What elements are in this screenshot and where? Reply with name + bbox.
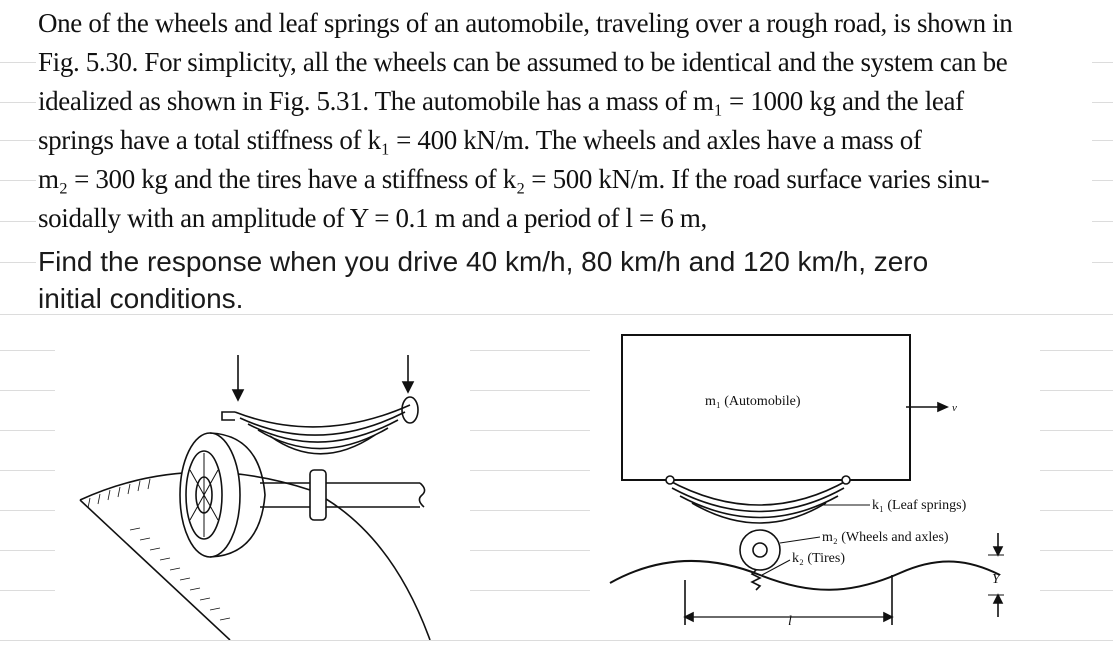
ruled-line xyxy=(0,102,36,103)
leaf-springs-label: k₁ (Leaf springs) xyxy=(872,498,967,513)
problem-line: soidally with an amplitude of Y = 0.1 m and a period of l = 6 m, xyxy=(38,203,707,233)
ruled-line xyxy=(1040,510,1113,511)
ruled-line xyxy=(0,350,55,351)
ruled-line xyxy=(1040,350,1113,351)
problem-line: springs have a total stiffness of k₁ = 400 kN/m. The wheels and axles have a mass of xyxy=(38,125,922,155)
problem-line: One of the wheels and leaf springs of an automobile, traveling over a rough road, is shown in xyxy=(38,8,1013,38)
ruled-line xyxy=(1092,221,1113,222)
ruled-line xyxy=(1040,390,1113,391)
ruled-line xyxy=(0,470,55,471)
ruled-line xyxy=(1092,140,1113,141)
problem-line: idealized as shown in Fig. 5.31. The automobile has a mass of m₁ = 1000 kg and the leaf xyxy=(38,86,964,116)
ruled-line xyxy=(470,470,590,471)
ruled-line xyxy=(470,510,590,511)
ruled-line xyxy=(0,221,36,222)
ruled-line xyxy=(470,430,590,431)
ruled-line xyxy=(470,550,590,551)
tires-label: k₂ (Tires) xyxy=(792,551,845,566)
ruled-line xyxy=(470,590,590,591)
problem-statement xyxy=(38,4,1056,238)
ruled-line xyxy=(0,62,36,63)
ruled-line xyxy=(1040,470,1113,471)
ruled-line xyxy=(0,140,36,141)
ruled-line xyxy=(1092,180,1113,181)
u-bolt xyxy=(310,470,326,520)
idealized-model-figure xyxy=(600,325,1020,635)
leaf-spring xyxy=(235,405,410,427)
ruled-line xyxy=(1040,430,1113,431)
ruled-line xyxy=(0,262,36,263)
problem-line: Fig. 5.30. For simplicity, all the wheels can be assumed to be identical and the system can be xyxy=(38,47,1008,77)
ruled-line xyxy=(1040,590,1113,591)
period-label: l xyxy=(788,614,792,629)
ruled-line xyxy=(0,430,55,431)
ruled-line xyxy=(1092,262,1113,263)
question xyxy=(38,243,1088,317)
ruled-line xyxy=(0,510,55,511)
wheel-leaf-spring-figure xyxy=(70,340,470,640)
ruled-line xyxy=(0,390,55,391)
amplitude-label: Y xyxy=(992,572,1000,587)
axle xyxy=(260,483,420,507)
automobile-label: m₁ (Automobile) xyxy=(705,394,801,409)
ruled-line xyxy=(1092,62,1113,63)
ruled-line xyxy=(0,550,55,551)
road-surface xyxy=(80,472,430,640)
ruled-line xyxy=(1040,550,1113,551)
wheel xyxy=(740,530,780,570)
tire-outer xyxy=(180,433,240,557)
wheels-label: m₂ (Wheels and axles) xyxy=(822,530,949,545)
velocity-label: v xyxy=(952,402,957,414)
question-line: Find the response when you drive 40 km/h, 80 km/h and 120 km/h, zero xyxy=(38,246,929,277)
ruled-line xyxy=(470,350,590,351)
problem-line: m₂ = 300 kg and the tires have a stiffness of k₂ = 500 kN/m. If the road surface varies sinu- xyxy=(38,164,990,194)
ruled-line xyxy=(0,640,1113,641)
ruled-line xyxy=(470,390,590,391)
ruled-line xyxy=(1092,102,1113,103)
ruled-line xyxy=(0,180,36,181)
leaf-spring-stack xyxy=(668,480,848,505)
question-line: initial conditions. xyxy=(38,283,244,314)
ruled-line xyxy=(0,590,55,591)
spring-eye xyxy=(402,397,418,423)
axle-end xyxy=(419,483,424,507)
